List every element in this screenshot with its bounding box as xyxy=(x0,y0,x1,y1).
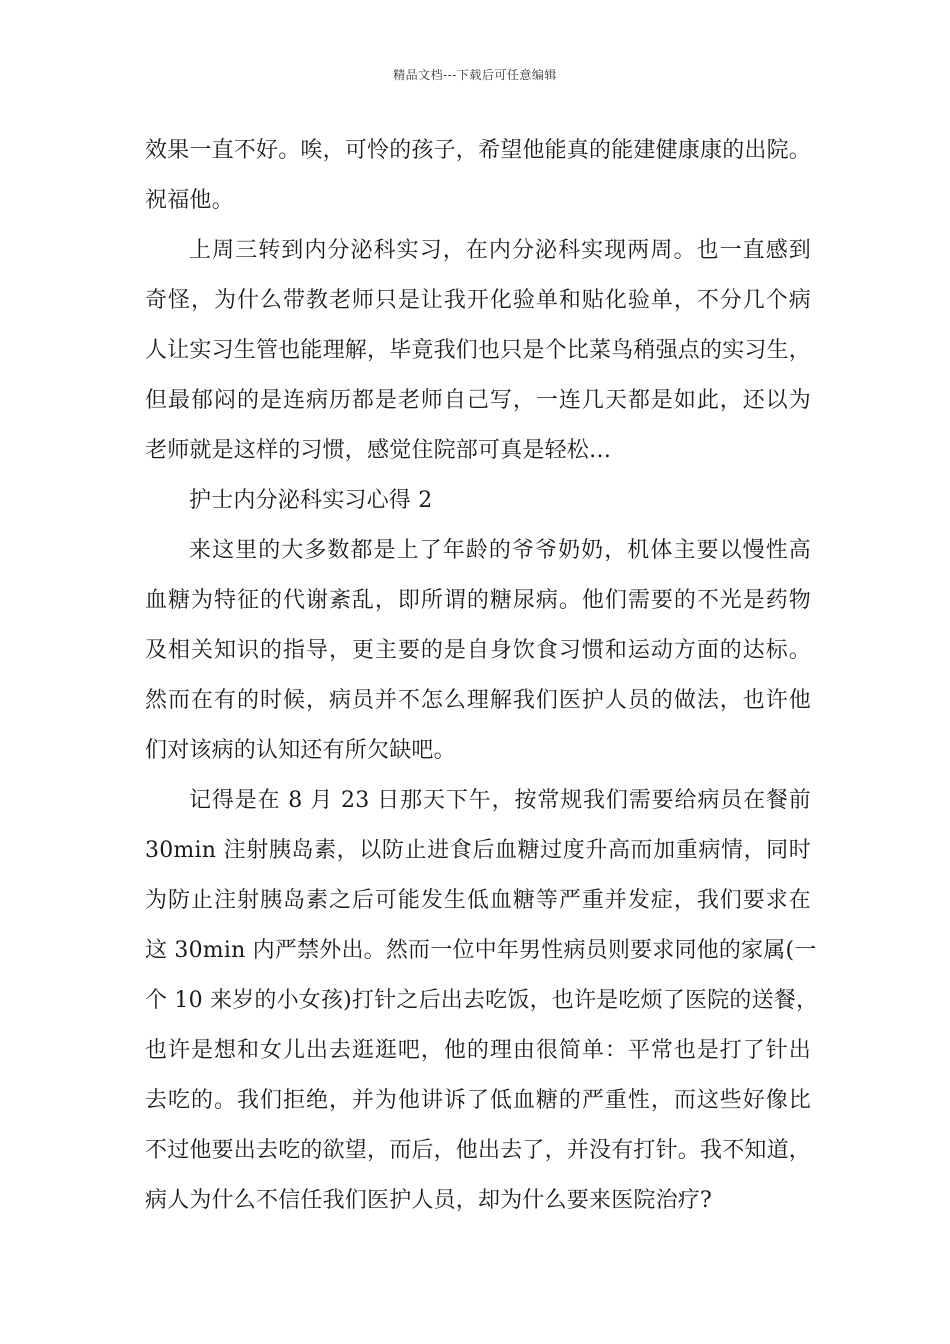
paragraph xyxy=(145,126,811,226)
text-line: 人让实习生管也能理解，毕竟我们也只是个比菜鸟稍强点的实习生， xyxy=(145,338,812,363)
text-line: 记得是在 8 月 23 日那天下午，按常规我们需要给病员在餐前 xyxy=(189,788,811,813)
text-line: 血糖为特征的代谢紊乱，即所谓的糖尿病。他们需要的不光是药物 xyxy=(145,588,811,613)
text-line: 祝福他。 xyxy=(145,188,234,213)
text-line: 个 10 来岁的小女孩)打针之后出去吃饭，也许是吃烦了医院的送餐， xyxy=(145,988,819,1013)
paragraph xyxy=(145,526,811,776)
text-line: 老师就是这样的习惯，感觉住院部可真是轻松… xyxy=(145,438,612,463)
text-line: 们对该病的认知还有所欠缺吧。 xyxy=(145,738,456,763)
section-heading xyxy=(145,476,811,526)
text-line: 来这里的大多数都是上了年龄的爷爷奶奶，机体主要以慢性高 xyxy=(189,538,811,563)
document-body xyxy=(145,126,819,1226)
text-line: 这 30min 内严禁外出。然而一位中年男性病员则要求同他的家属(一 xyxy=(145,938,817,963)
paragraph xyxy=(145,776,819,1226)
paragraph xyxy=(145,226,811,476)
text-line: 也许是想和女儿出去逛逛吧，他的理由很简单：平常也是打了针出 xyxy=(145,1038,811,1063)
text-line: 但最郁闷的是连病历都是老师自己写，一连几天都是如此，还以为 xyxy=(145,388,811,413)
text-line: 及相关知识的指导，更主要的是自身饮食习惯和运动方面的达标。 xyxy=(145,638,811,663)
page-header: 精品文档---下载后可任意编辑 xyxy=(393,68,557,82)
text-line: 奇怪，为什么带教老师只是让我开化验单和贴化验单，不分几个病 xyxy=(145,288,811,313)
text-line: 病人为什么不信任我们医护人员，却为什么要来医院治疗? xyxy=(145,1188,712,1213)
text-line: 不过他要出去吃的欲望，而后，他出去了，并没有打针。我不知道， xyxy=(145,1138,812,1163)
text-line: 30min 注射胰岛素，以防止进食后血糖过度升高而加重病情，同时 xyxy=(145,838,811,863)
text-line: 去吃的。我们拒绝，并为他讲诉了低血糖的严重性，而这些好像比 xyxy=(145,1088,811,1113)
text-line: 为防止注射胰岛素之后可能发生低血糖等严重并发症，我们要求在 xyxy=(145,888,811,913)
heading-line: 护士内分泌科实习心得 2 xyxy=(189,488,433,513)
text-line: 效果一直不好。唉，可怜的孩子，希望他能真的能建健康康的出院。 xyxy=(145,138,812,163)
text-line: 上周三转到内分泌科实习，在内分泌科实现两周。也一直感到 xyxy=(189,238,811,263)
text-line: 然而在有的时候，病员并不怎么理解我们医护人员的做法，也许他 xyxy=(145,688,811,713)
